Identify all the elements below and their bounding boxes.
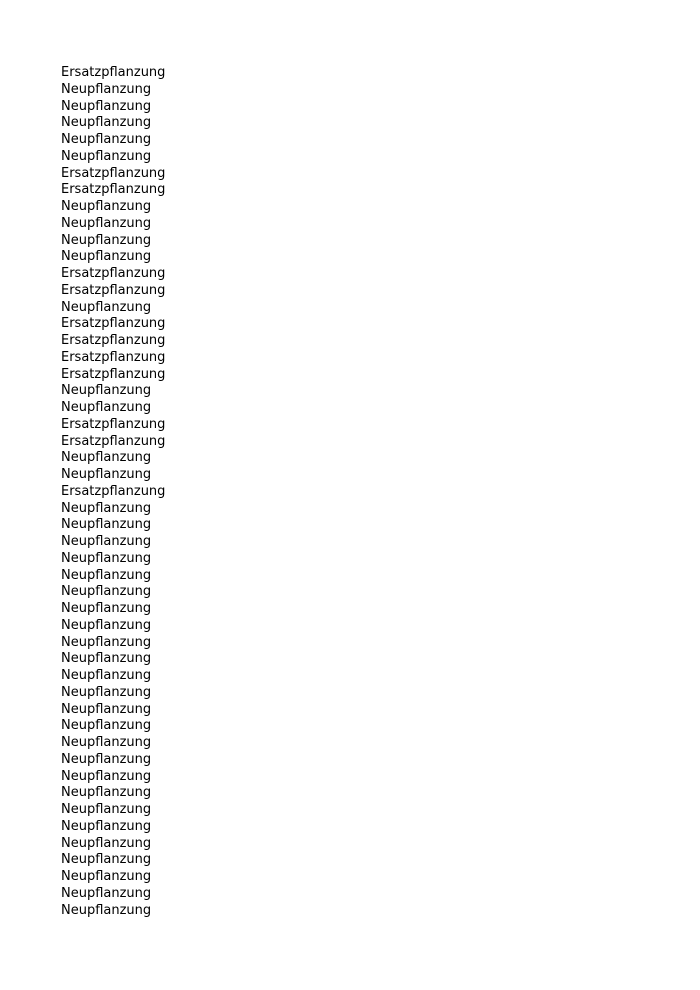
planting-type-entry: Ersatzpflanzung [61, 433, 166, 449]
planting-type-entry: Neupflanzung [61, 601, 152, 616]
planting-type-list [61, 65, 165, 919]
planting-type-entry: Neupflanzung [61, 651, 152, 667]
planting-type-entry: Neupflanzung [61, 215, 152, 231]
planting-type-entry: Neupflanzung [61, 751, 152, 767]
planting-type-entry: Neupflanzung [61, 467, 152, 482]
planting-type-entry: Neupflanzung [61, 718, 152, 734]
planting-type-entry: Ersatzpflanzung [61, 282, 166, 298]
planting-type-entry: Neupflanzung [61, 735, 152, 750]
planting-type-entry: Neupflanzung [61, 885, 152, 901]
planting-type-entry: Neupflanzung [61, 400, 152, 415]
planting-type-entry: Neupflanzung [61, 232, 152, 248]
planting-type-entry: Ersatzpflanzung [61, 182, 166, 198]
planting-type-entry: Neupflanzung [61, 148, 152, 164]
planting-type-entry: Ersatzpflanzung [61, 266, 166, 281]
planting-type-entry: Neupflanzung [61, 818, 152, 834]
planting-type-entry: Neupflanzung [61, 869, 152, 884]
planting-type-entry: Neupflanzung [61, 567, 152, 583]
planting-type-entry: Neupflanzung [61, 450, 152, 466]
planting-type-entry: Ersatzpflanzung [61, 366, 166, 382]
planting-type-entry: Neupflanzung [61, 617, 152, 633]
planting-type-entry: Neupflanzung [61, 98, 152, 114]
planting-type-entry: Neupflanzung [61, 383, 152, 399]
planting-type-entry: Neupflanzung [61, 701, 152, 717]
planting-type-entry: Neupflanzung [61, 81, 152, 97]
planting-type-entry: Neupflanzung [61, 500, 152, 516]
planting-type-entry: Ersatzpflanzung [61, 316, 166, 332]
planting-type-entry: Neupflanzung [61, 534, 152, 549]
planting-type-entry: Neupflanzung [61, 132, 152, 147]
planting-type-entry: Ersatzpflanzung [61, 349, 166, 365]
planting-type-entry: Neupflanzung [61, 785, 152, 801]
planting-type-entry: Neupflanzung [61, 550, 152, 566]
planting-type-entry: Neupflanzung [61, 852, 152, 868]
planting-type-entry: Neupflanzung [61, 802, 152, 817]
planting-type-entry: Ersatzpflanzung [61, 65, 166, 80]
planting-type-entry: Neupflanzung [61, 584, 152, 600]
planting-type-entry: Neupflanzung [61, 115, 152, 131]
planting-type-entry: Neupflanzung [61, 902, 152, 918]
planting-type-entry: Neupflanzung [61, 768, 152, 784]
planting-type-entry: Neupflanzung [61, 299, 152, 315]
planting-type-entry: Ersatzpflanzung [61, 483, 166, 499]
planting-type-entry: Ersatzpflanzung [61, 416, 166, 432]
planting-type-entry: Neupflanzung [61, 684, 152, 700]
planting-type-entry: Ersatzpflanzung [61, 333, 166, 348]
planting-type-entry: Neupflanzung [61, 634, 152, 650]
planting-type-entry: Neupflanzung [61, 835, 152, 851]
planting-type-entry: Neupflanzung [61, 199, 152, 214]
planting-type-entry: Ersatzpflanzung [61, 165, 166, 181]
planting-type-entry: Neupflanzung [61, 668, 152, 683]
planting-type-entry: Neupflanzung [61, 517, 152, 533]
planting-type-entry: Neupflanzung [61, 249, 152, 265]
